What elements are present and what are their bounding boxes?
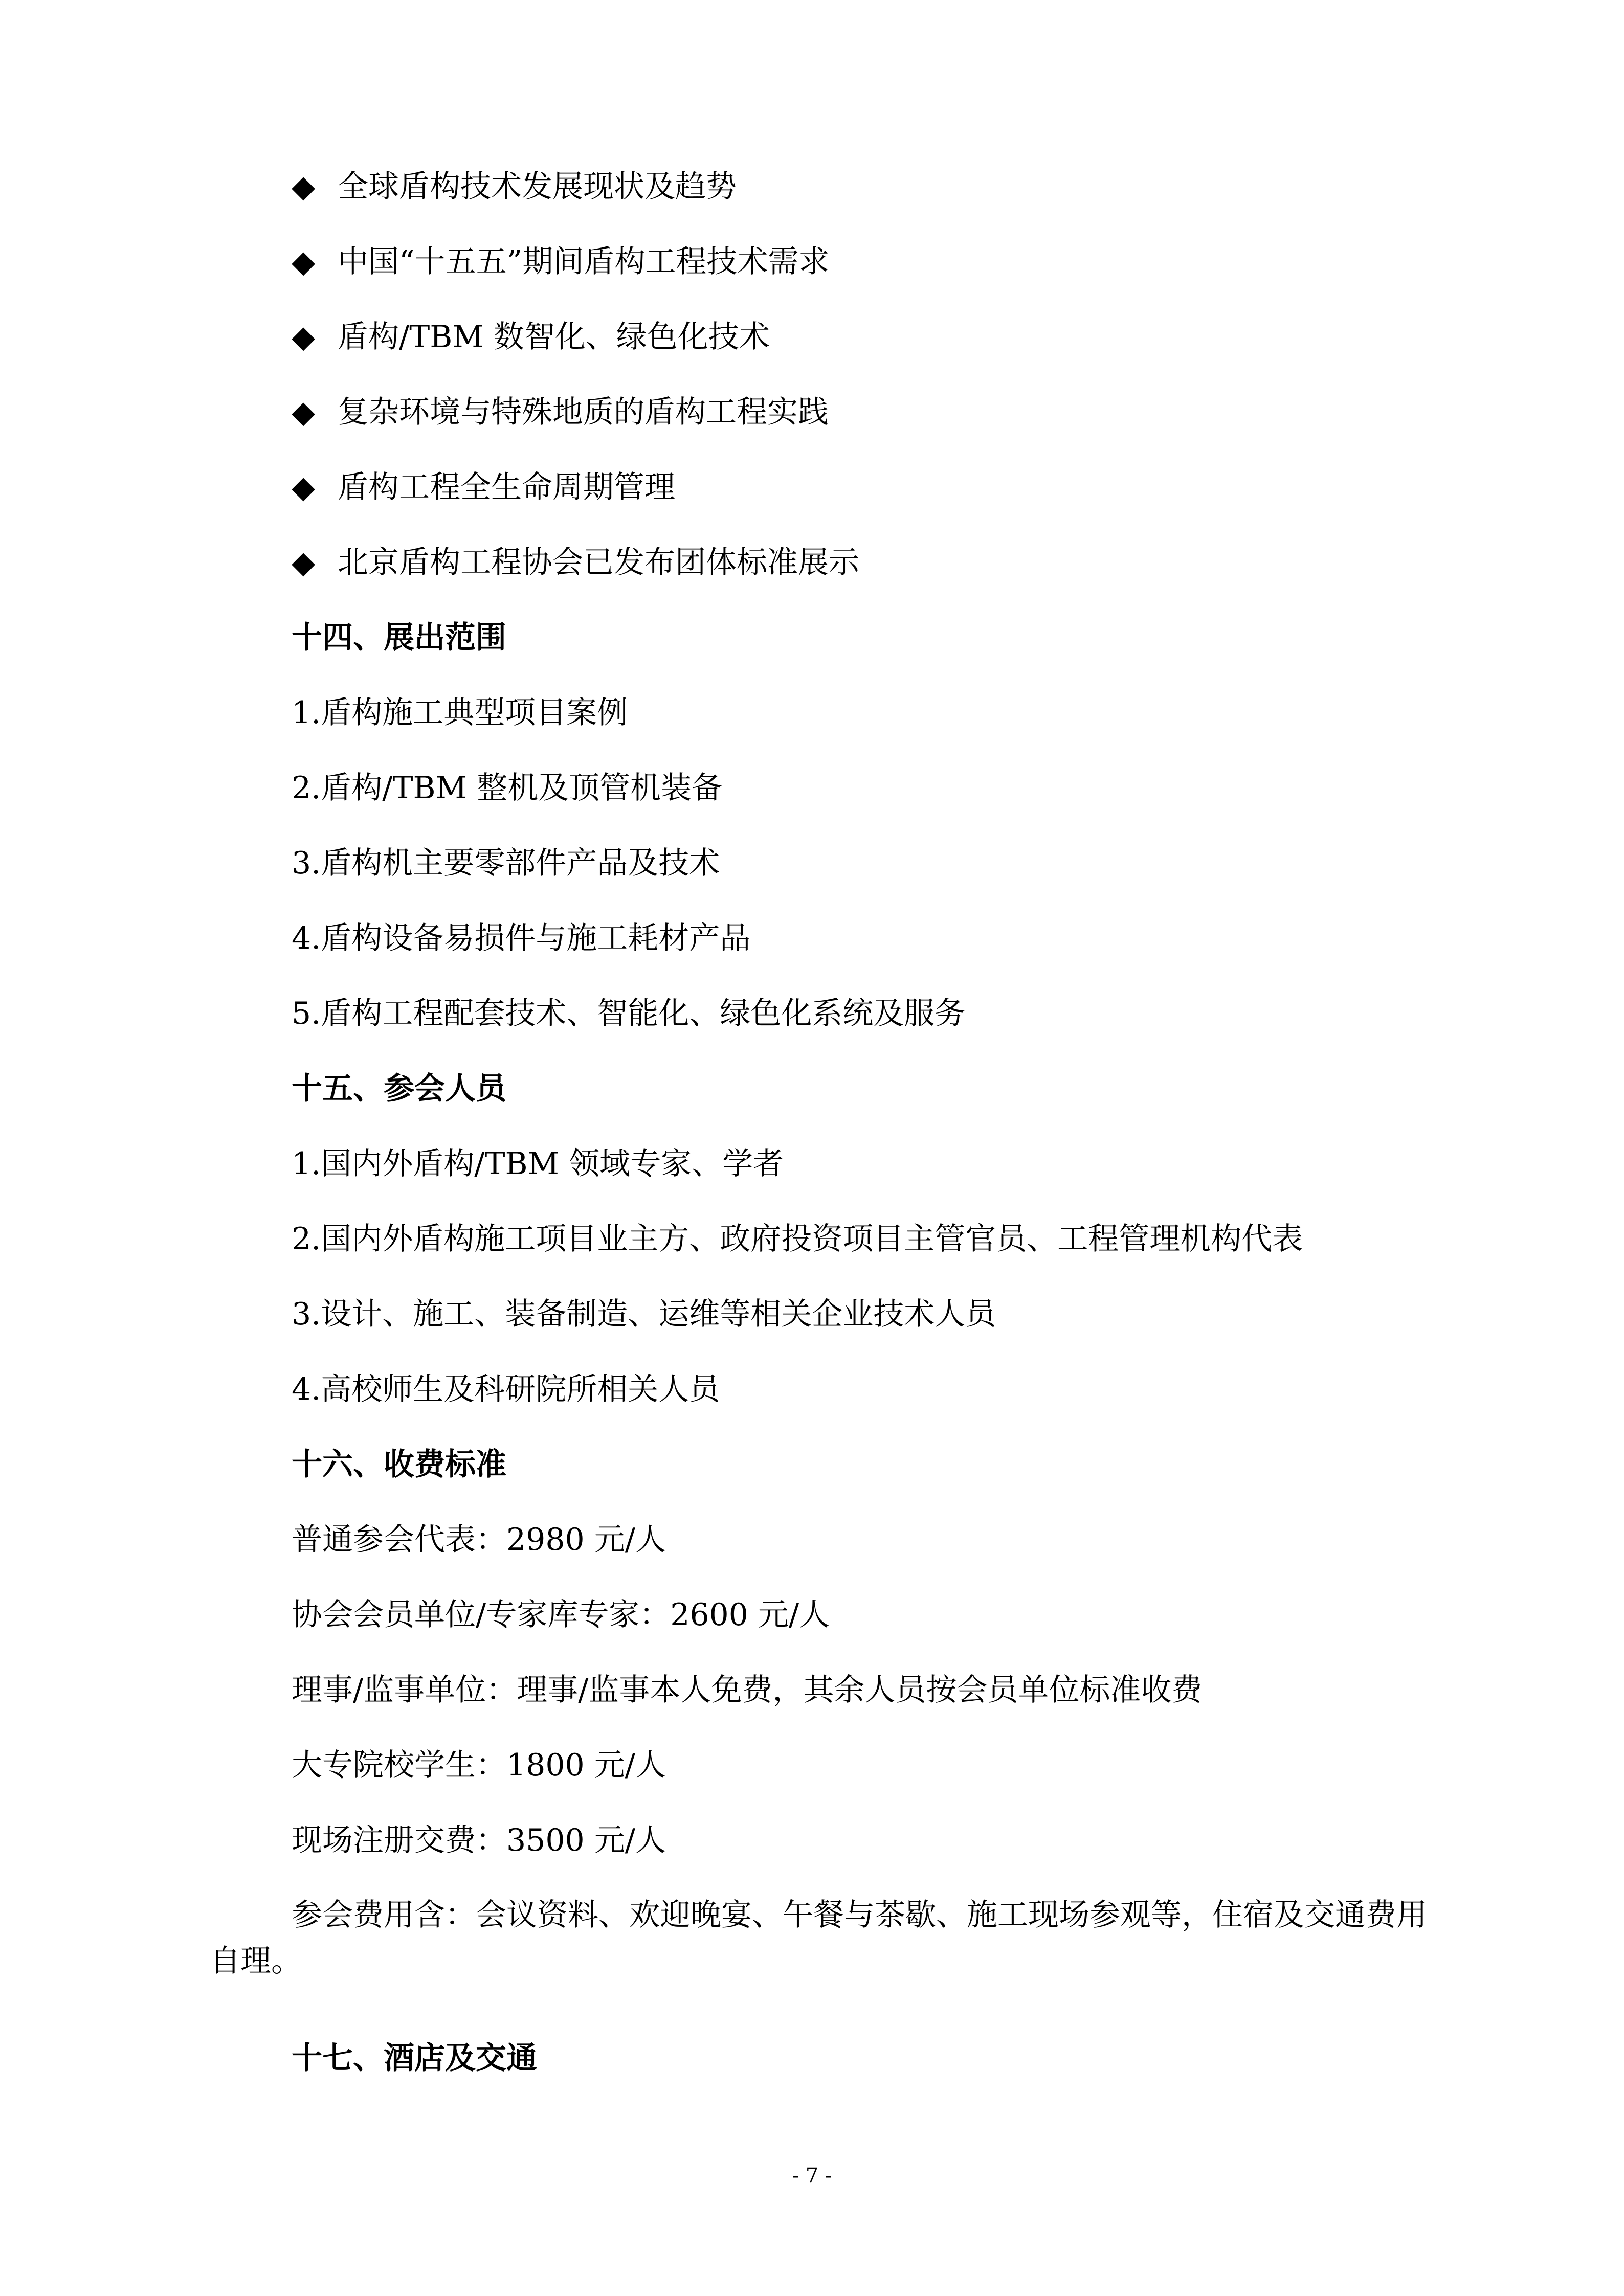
topic-text: 全球盾构技术发展现状及趋势 <box>338 169 737 205</box>
topic-item <box>292 244 830 280</box>
list-item: 5.盾构工程配套技术、智能化、绿色化系统及服务 <box>292 996 966 1031</box>
list-item: 2.盾构/TBM 整机及顶管机装备 <box>292 770 723 806</box>
list-item: 3.设计、施工、装备制造、运维等相关企业技术人员 <box>292 1296 996 1332</box>
list-item: 4.高校师生及科研院所相关人员 <box>292 1371 720 1407</box>
diamond-bullet-icon: ◆ <box>292 545 316 580</box>
topic-text: 盾构工程全生命周期管理 <box>338 469 675 505</box>
list-item: 4.盾构设备易损件与施工耗材产品 <box>292 920 751 956</box>
topic-text: 中国“十五五”期间盾构工程技术需求 <box>338 244 830 280</box>
diamond-bullet-icon: ◆ <box>292 469 316 505</box>
list-item: 3.盾构机主要零部件产品及技术 <box>292 845 720 881</box>
fee-item: 普通参会代表：2980 元/人 <box>292 1522 666 1558</box>
list-item: 1.盾构施工典型项目案例 <box>292 695 628 731</box>
diamond-bullet-icon: ◆ <box>292 319 316 355</box>
fee-item: 大专院校学生：1800 元/人 <box>292 1747 666 1783</box>
list-item: 1.国内外盾构/TBM 领域专家、学者 <box>292 1146 784 1182</box>
topic-item <box>292 469 675 505</box>
fee-item: 协会会员单位/专家库专家：2600 元/人 <box>292 1597 830 1633</box>
fee-item: 理事/监事单位：理事/监事本人免费，其余人员按会员单位标准收费 <box>292 1672 1203 1708</box>
topic-text: 复杂环境与特殊地质的盾构工程实践 <box>338 394 829 430</box>
diamond-bullet-icon: ◆ <box>292 169 316 205</box>
topic-item <box>292 394 829 430</box>
diamond-bullet-icon: ◆ <box>292 244 316 280</box>
topic-item <box>292 169 737 205</box>
section-heading: 十六、收费标准 <box>292 1447 506 1482</box>
section-heading: 十四、展出范围 <box>292 620 506 656</box>
list-item: 2.国内外盾构施工项目业主方、政府投资项目主管官员、工程管理机构代表 <box>292 1221 1303 1257</box>
section-heading: 十五、参会人员 <box>292 1071 506 1107</box>
topic-text: 盾构/TBM 数智化、绿色化技术 <box>338 319 770 355</box>
topic-item <box>292 319 770 355</box>
topic-item <box>292 547 859 578</box>
page-number: - 7 - <box>792 2164 832 2188</box>
topic-text: 北京盾构工程协会已发布团体标准展示 <box>338 545 859 580</box>
fee-note-paragraph: 参会费用含：会议资料、欢迎晚宴、午餐与茶歇、施工现场参观等，住宿及交通费用自理。 <box>210 1897 1427 1979</box>
diamond-bullet-icon: ◆ <box>292 394 316 430</box>
fee-item: 现场注册交费：3500 元/人 <box>292 1822 666 1858</box>
section-heading: 十七、酒店及交通 <box>292 2040 537 2076</box>
